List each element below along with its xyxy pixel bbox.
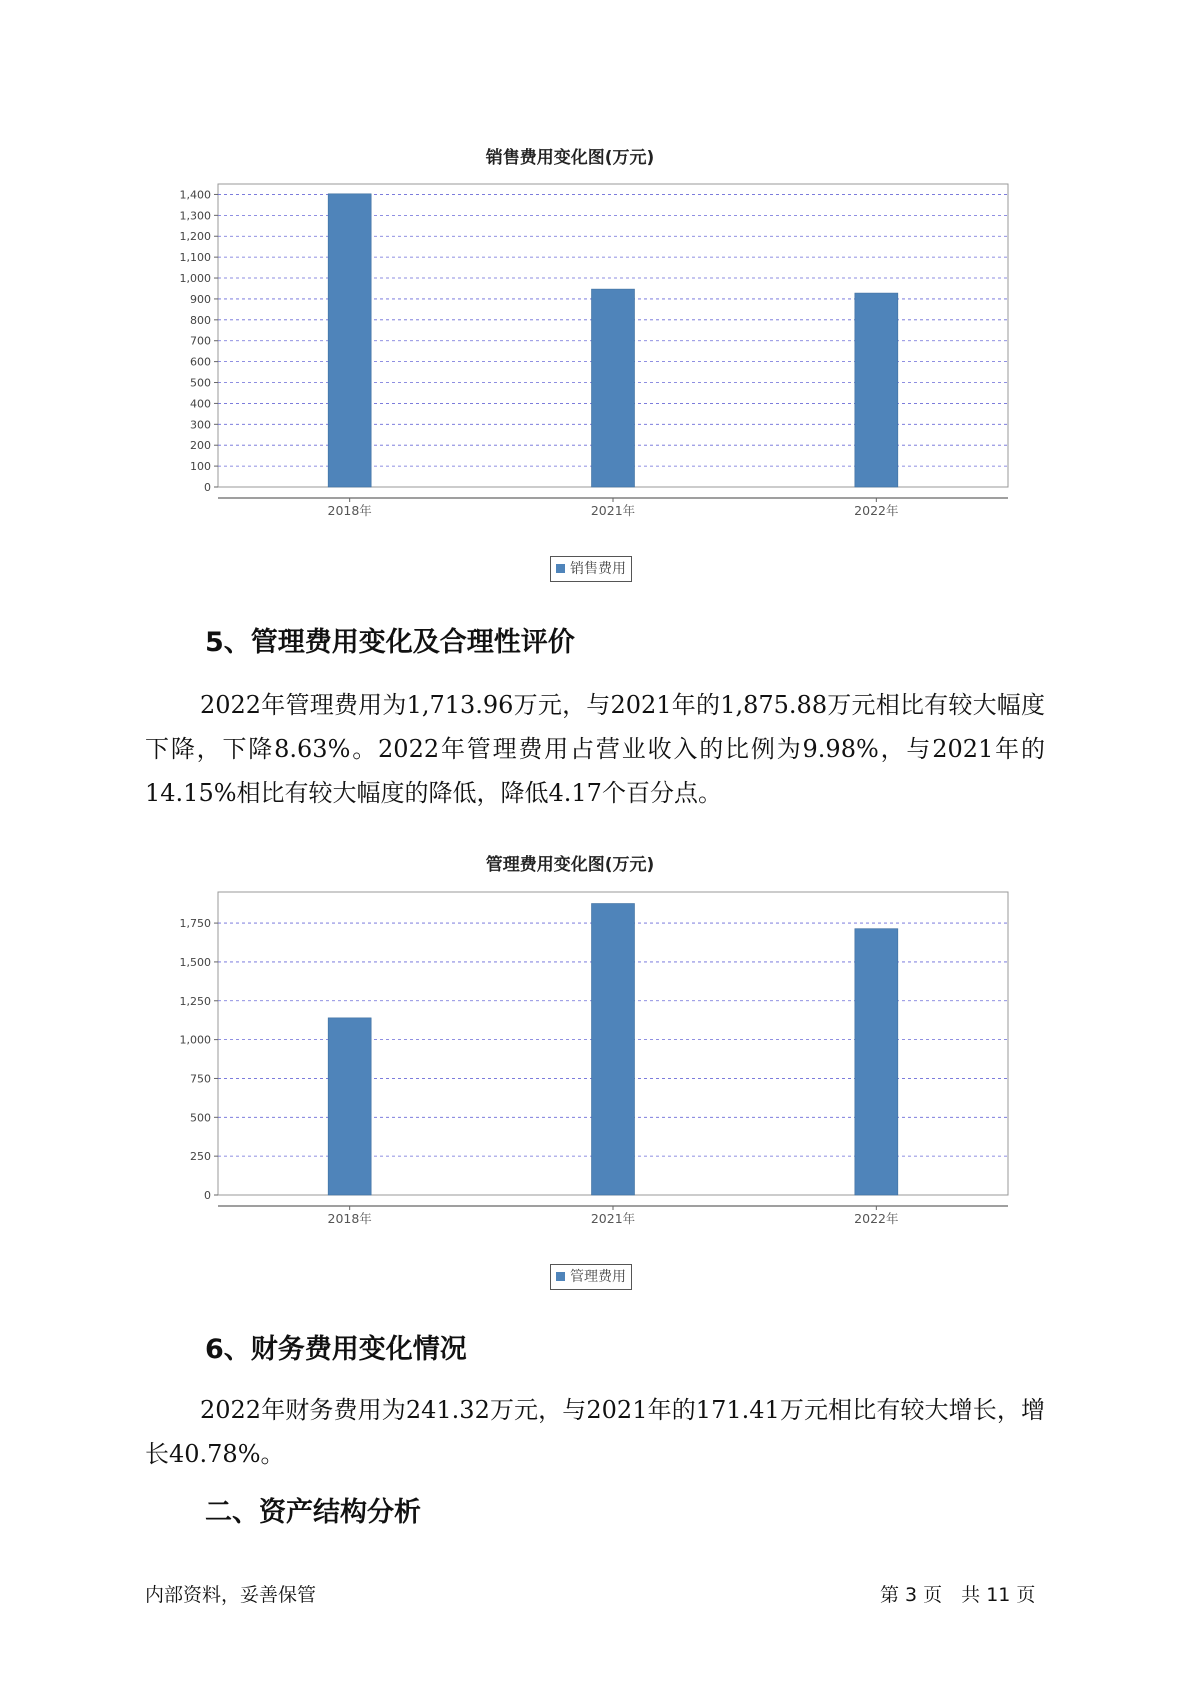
x-tick-label: 2022年	[854, 1211, 899, 1226]
y-tick-label: 0	[204, 481, 211, 494]
y-tick-label: 500	[190, 1111, 211, 1125]
y-tick-label: 1,750	[179, 917, 211, 931]
bar-2018年	[328, 194, 371, 487]
y-tick-label: 1,400	[179, 188, 211, 202]
footer-left: 内部资料，妥善保管	[145, 1584, 317, 1606]
chart2-plot	[150, 886, 1020, 1226]
y-tick-label: 1,100	[179, 251, 211, 265]
y-tick-label: 800	[190, 313, 211, 327]
y-tick-label: 1,500	[179, 955, 211, 969]
x-tick-label: 2018年	[327, 1211, 372, 1226]
legend-swatch	[556, 1272, 565, 1281]
y-tick-label: 0	[204, 1189, 211, 1202]
bar-2018年	[328, 1018, 371, 1195]
y-tick-label: 200	[190, 439, 211, 453]
section6-paragraph: 2022年财务费用为241.32万元，与2021年的171.41万元相比有较大增长，增长40.78%。	[145, 1396, 1045, 1468]
y-tick-label: 900	[190, 292, 211, 306]
chart2-legend-label: 管理费用	[570, 1269, 626, 1285]
footer-right: 第 3 页 共 11 页	[880, 1584, 1036, 1606]
bar-2022年	[855, 929, 898, 1195]
y-tick-label: 300	[190, 418, 211, 432]
bar-2021年	[592, 904, 635, 1195]
chart2-title: 管理费用变化图(万元)	[485, 855, 655, 875]
chart1-legend-label: 销售费用	[570, 561, 626, 577]
x-tick-label: 2021年	[590, 1211, 636, 1226]
section6-heading: 6、财务费用变化情况	[205, 1334, 467, 1365]
chart2-legend	[550, 1264, 632, 1290]
x-tick-label: 2018年	[327, 503, 372, 518]
y-tick-label: 100	[190, 460, 211, 474]
y-tick-label: 1,200	[179, 230, 211, 244]
bar-2022年	[855, 293, 898, 487]
chart1-title: 销售费用变化图(万元)	[485, 148, 655, 168]
section2-heading: 二、资产结构分析	[205, 1497, 421, 1528]
chart1-plot	[150, 178, 1020, 518]
chart1-legend	[550, 556, 632, 582]
x-tick-label: 2021年	[590, 503, 636, 518]
y-tick-label: 600	[190, 355, 211, 369]
x-tick-label: 2022年	[854, 503, 899, 518]
y-tick-label: 750	[190, 1072, 211, 1086]
section5-heading: 5、管理费用变化及合理性评价	[205, 627, 575, 658]
section5-paragraph: 2022年管理费用为1,713.96万元，与2021年的1,875.88万元相比有较大幅度下降，下降8.63%。2022年管理费用占营业收入的比例为9.98%，与2021年的14.15%相比有较大幅度的降低，降低4.17个百分点。	[145, 691, 1045, 807]
y-tick-label: 1,250	[179, 994, 211, 1008]
y-tick-label: 500	[190, 376, 211, 390]
legend-swatch	[556, 564, 565, 573]
y-tick-label: 700	[190, 334, 211, 348]
y-tick-label: 1,000	[179, 272, 211, 286]
y-tick-label: 1,000	[179, 1033, 211, 1047]
y-tick-label: 250	[190, 1150, 211, 1164]
bar-2021年	[592, 289, 635, 487]
y-tick-label: 1,300	[179, 209, 211, 223]
y-tick-label: 400	[190, 397, 211, 411]
